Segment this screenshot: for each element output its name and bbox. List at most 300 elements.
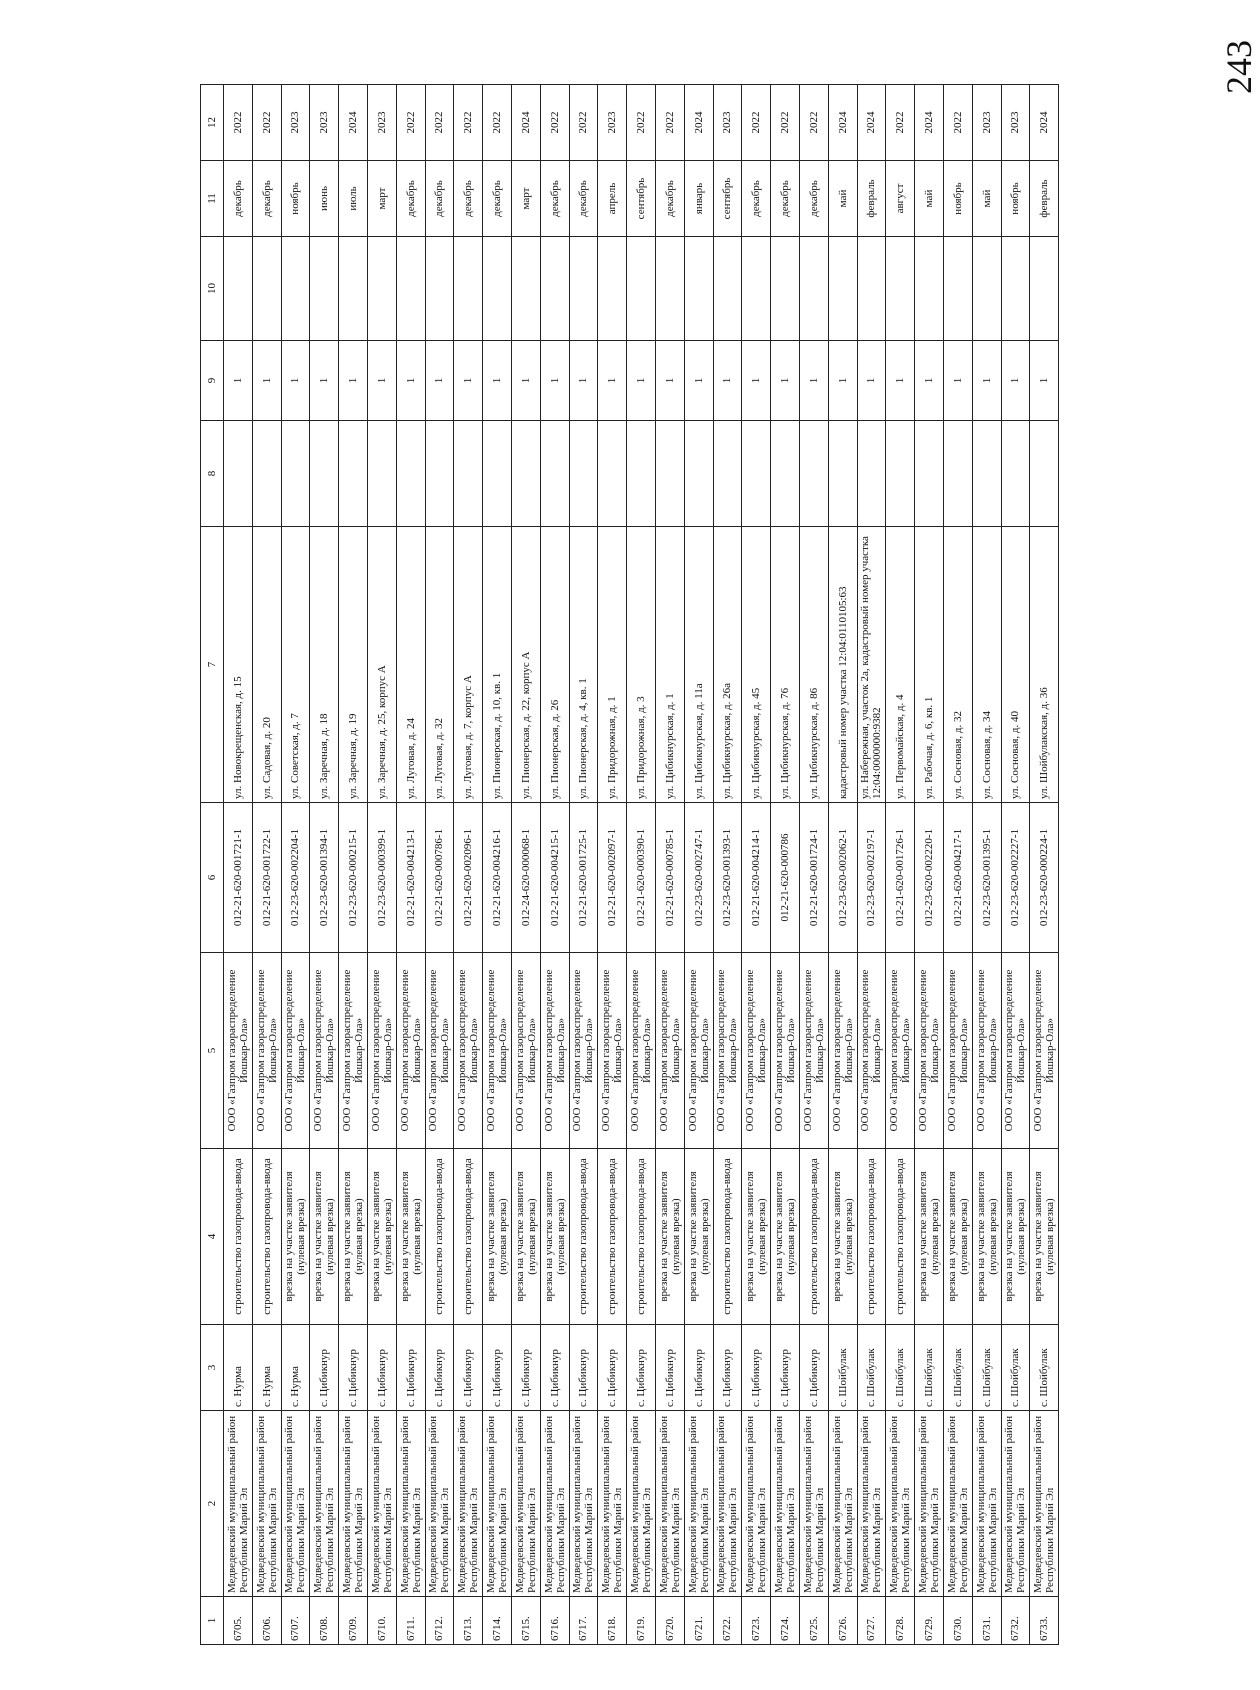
work-type-cell: строительство газопровода-ввода	[799, 1149, 828, 1325]
work-type-cell: врезка на участке заявителя (нулевая врезка)	[281, 1149, 310, 1325]
table-row	[972, 85, 1001, 1645]
locality-cell: с. Цибикнур	[598, 1325, 627, 1411]
row-number: 6706.	[252, 1597, 281, 1645]
locality-cell: с. Цибикнур	[454, 1325, 483, 1411]
table-row	[655, 85, 684, 1645]
column-10-cell	[627, 237, 656, 341]
year-cell: 2022	[799, 85, 828, 161]
column-10-cell	[799, 237, 828, 341]
month-cell: февраль	[857, 161, 886, 237]
column-10-cell	[742, 237, 771, 341]
quantity-cell: 1	[1001, 341, 1030, 421]
column-8-cell	[799, 421, 828, 527]
registration-code-cell: 012-23-620-000224-1	[1030, 803, 1059, 953]
work-type-cell: врезка на участке заявителя (нулевая врезка)	[972, 1149, 1001, 1325]
work-type-cell: строительство газопровода-ввода	[425, 1149, 454, 1325]
year-cell: 2023	[1001, 85, 1030, 161]
organization-cell: ООО «Газпром газораспределение Йошкар-Ола»	[511, 953, 540, 1149]
month-cell: май	[828, 161, 857, 237]
row-number: 6715.	[511, 1597, 540, 1645]
locality-cell: с. Шойбулак	[943, 1325, 972, 1411]
column-8-cell	[742, 421, 771, 527]
year-cell: 2024	[684, 85, 713, 161]
registration-code-cell: 012-21-620-002096-1	[454, 803, 483, 953]
row-number: 6713.	[454, 1597, 483, 1645]
registration-code-cell: 012-21-620-001724-1	[799, 803, 828, 953]
work-type-cell: врезка на участке заявителя (нулевая врезка)	[483, 1149, 512, 1325]
column-header-5: 5	[201, 953, 224, 1149]
year-cell: 2022	[454, 85, 483, 161]
month-cell: сентябрь	[627, 161, 656, 237]
quantity-cell: 1	[224, 341, 253, 421]
row-number: 6714.	[483, 1597, 512, 1645]
address-cell: ул. Цибикнурская, д. 11а	[684, 527, 713, 803]
quantity-cell: 1	[799, 341, 828, 421]
district-cell: Медведевский муниципальный район Республики Марий Эл	[713, 1411, 742, 1597]
work-type-cell: врезка на участке заявителя (нулевая врезка)	[339, 1149, 368, 1325]
table-row	[252, 85, 281, 1645]
organization-cell: ООО «Газпром газораспределение Йошкар-Ола»	[655, 953, 684, 1149]
address-cell: ул. Заречная, д. 19	[339, 527, 368, 803]
locality-cell: с. Шойбулак	[1030, 1325, 1059, 1411]
column-8-cell	[972, 421, 1001, 527]
quantity-cell: 1	[281, 341, 310, 421]
address-cell: ул. Заречная, д. 25, корпус А	[367, 527, 396, 803]
table-row	[1030, 85, 1059, 1645]
quantity-cell: 1	[915, 341, 944, 421]
column-8-cell	[771, 421, 800, 527]
district-cell: Медведевский муниципальный район Республики Марий Эл	[828, 1411, 857, 1597]
district-cell: Медведевский муниципальный район Республики Марий Эл	[281, 1411, 310, 1597]
month-cell: ноябрь	[281, 161, 310, 237]
work-type-cell: врезка на участке заявителя (нулевая врезка)	[684, 1149, 713, 1325]
address-cell: ул. Пионерская, д. 10, кв. 1	[483, 527, 512, 803]
row-number: 6727.	[857, 1597, 886, 1645]
quantity-cell: 1	[742, 341, 771, 421]
row-number: 6732.	[1001, 1597, 1030, 1645]
column-8-cell	[569, 421, 598, 527]
registration-code-cell: 012-23-620-002747-1	[684, 803, 713, 953]
table-row	[771, 85, 800, 1645]
year-cell: 2022	[252, 85, 281, 161]
quantity-cell: 1	[310, 341, 339, 421]
organization-cell: ООО «Газпром газораспределение Йошкар-Ола»	[943, 953, 972, 1149]
quantity-cell: 1	[396, 341, 425, 421]
column-8-cell	[655, 421, 684, 527]
column-8-cell	[713, 421, 742, 527]
organization-cell: ООО «Газпром газораспределение Йошкар-Ола»	[1030, 953, 1059, 1149]
year-cell: 2022	[943, 85, 972, 161]
table-row	[627, 85, 656, 1645]
year-cell: 2023	[972, 85, 1001, 161]
column-8-cell	[684, 421, 713, 527]
row-number: 6731.	[972, 1597, 1001, 1645]
quantity-cell: 1	[943, 341, 972, 421]
district-cell: Медведевский муниципальный район Республики Марий Эл	[1030, 1411, 1059, 1597]
registration-code-cell: 012-21-620-000786-1	[425, 803, 454, 953]
organization-cell: ООО «Газпром газораспределение Йошкар-Ола»	[684, 953, 713, 1149]
month-cell: март	[367, 161, 396, 237]
registration-code-cell: 012-21-620-001721-1	[224, 803, 253, 953]
quantity-cell: 1	[540, 341, 569, 421]
district-cell: Медведевский муниципальный район Республики Марий Эл	[655, 1411, 684, 1597]
organization-cell: ООО «Газпром газораспределение Йошкар-Ола»	[771, 953, 800, 1149]
district-cell: Медведевский муниципальный район Республики Марий Эл	[540, 1411, 569, 1597]
locality-cell: с. Цибикнур	[684, 1325, 713, 1411]
column-header-8: 8	[201, 421, 224, 527]
table-row	[742, 85, 771, 1645]
year-cell: 2023	[367, 85, 396, 161]
year-cell: 2022	[483, 85, 512, 161]
month-cell: январь	[684, 161, 713, 237]
row-number: 6712.	[425, 1597, 454, 1645]
organization-cell: ООО «Газпром газораспределение Йошкар-Ола»	[598, 953, 627, 1149]
registration-code-cell: 012-23-620-001393-1	[713, 803, 742, 953]
district-cell: Медведевский муниципальный район Республики Марий Эл	[943, 1411, 972, 1597]
row-number: 6719.	[627, 1597, 656, 1645]
month-cell: ноябрь	[943, 161, 972, 237]
year-cell: 2024	[915, 85, 944, 161]
work-type-cell: строительство газопровода-ввода	[857, 1149, 886, 1325]
registration-code-cell: 012-21-620-001725-1	[569, 803, 598, 953]
table-row	[799, 85, 828, 1645]
district-cell: Медведевский муниципальный район Республики Марий Эл	[598, 1411, 627, 1597]
organization-cell: ООО «Газпром газораспределение Йошкар-Ола»	[972, 953, 1001, 1149]
month-cell: декабрь	[224, 161, 253, 237]
locality-cell: с. Цибикнур	[339, 1325, 368, 1411]
address-cell: ул. Луговая, д. 7, корпус А	[454, 527, 483, 803]
column-8-cell	[915, 421, 944, 527]
row-number: 6722.	[713, 1597, 742, 1645]
work-type-cell: строительство газопровода-ввода	[627, 1149, 656, 1325]
month-cell: июнь	[310, 161, 339, 237]
address-cell: ул. Цибикнурская, д. 1	[655, 527, 684, 803]
locality-cell: с. Шойбулак	[1001, 1325, 1030, 1411]
year-cell: 2024	[339, 85, 368, 161]
district-cell: Медведевский муниципальный район Республики Марий Эл	[310, 1411, 339, 1597]
work-type-cell: строительство газопровода-ввода	[224, 1149, 253, 1325]
year-cell: 2022	[742, 85, 771, 161]
locality-cell: с. Шойбулак	[915, 1325, 944, 1411]
locality-cell: с. Цибикнур	[483, 1325, 512, 1411]
locality-cell: с. Нурма	[224, 1325, 253, 1411]
row-number: 6716.	[540, 1597, 569, 1645]
district-cell: Медведевский муниципальный район Республики Марий Эл	[799, 1411, 828, 1597]
year-cell: 2024	[1030, 85, 1059, 161]
work-type-cell: врезка на участке заявителя (нулевая врезка)	[310, 1149, 339, 1325]
district-cell: Медведевский муниципальный район Республики Марий Эл	[742, 1411, 771, 1597]
row-number: 6730.	[943, 1597, 972, 1645]
work-type-cell: врезка на участке заявителя (нулевая врезка)	[828, 1149, 857, 1325]
column-header-1: 1	[201, 1597, 224, 1645]
registration-code-cell: 012-21-620-004213-1	[396, 803, 425, 953]
district-cell: Медведевский муниципальный район Республики Марий Эл	[972, 1411, 1001, 1597]
column-header-12: 12	[201, 85, 224, 161]
table-row	[598, 85, 627, 1645]
locality-cell: с. Шойбулак	[857, 1325, 886, 1411]
quantity-cell: 1	[367, 341, 396, 421]
table-row	[425, 85, 454, 1645]
row-number: 6729.	[915, 1597, 944, 1645]
quantity-cell: 1	[771, 341, 800, 421]
district-cell: Медведевский муниципальный район Республики Марий Эл	[367, 1411, 396, 1597]
month-cell: сентябрь	[713, 161, 742, 237]
column-8-cell	[252, 421, 281, 527]
column-8-cell	[454, 421, 483, 527]
table-row	[1001, 85, 1030, 1645]
quantity-cell: 1	[425, 341, 454, 421]
district-cell: Медведевский муниципальный район Республики Марий Эл	[771, 1411, 800, 1597]
row-number: 6733.	[1030, 1597, 1059, 1645]
month-cell: декабрь	[799, 161, 828, 237]
table-row	[339, 85, 368, 1645]
work-type-cell: врезка на участке заявителя (нулевая врезка)	[511, 1149, 540, 1325]
month-cell: март	[511, 161, 540, 237]
column-10-cell	[655, 237, 684, 341]
column-header-2: 2	[201, 1411, 224, 1597]
table-row	[915, 85, 944, 1645]
month-cell: декабрь	[655, 161, 684, 237]
column-header-10: 10	[201, 237, 224, 341]
column-10-cell	[569, 237, 598, 341]
column-10-cell	[771, 237, 800, 341]
quantity-cell: 1	[713, 341, 742, 421]
year-cell: 2022	[396, 85, 425, 161]
row-number: 6710.	[367, 1597, 396, 1645]
district-cell: Медведевский муниципальный район Республики Марий Эл	[511, 1411, 540, 1597]
table-row	[713, 85, 742, 1645]
district-cell: Медведевский муниципальный район Республики Марий Эл	[627, 1411, 656, 1597]
header-row	[201, 85, 224, 1645]
address-cell: ул. Набережная, участок 2а, кадастровый номер участка 12:04:0000000:9382	[857, 527, 886, 803]
column-8-cell	[1001, 421, 1030, 527]
quantity-cell: 1	[684, 341, 713, 421]
work-type-cell: врезка на участке заявителя (нулевая врезка)	[915, 1149, 944, 1325]
address-cell: ул. Советская, д. 7	[281, 527, 310, 803]
district-cell: Медведевский муниципальный район Республики Марий Эл	[886, 1411, 915, 1597]
row-number: 6723.	[742, 1597, 771, 1645]
table-row	[310, 85, 339, 1645]
table-row	[886, 85, 915, 1645]
registration-code-cell: 012-23-620-002204-1	[281, 803, 310, 953]
organization-cell: ООО «Газпром газораспределение Йошкар-Ола»	[540, 953, 569, 1149]
registration-code-cell: 012-21-620-001722-1	[252, 803, 281, 953]
month-cell: декабрь	[483, 161, 512, 237]
year-cell: 2022	[655, 85, 684, 161]
row-number: 6707.	[281, 1597, 310, 1645]
quantity-cell: 1	[828, 341, 857, 421]
work-type-cell: врезка на участке заявителя (нулевая врезка)	[1030, 1149, 1059, 1325]
column-8-cell	[828, 421, 857, 527]
registration-code-cell: 012-23-620-002227-1	[1001, 803, 1030, 953]
month-cell: декабрь	[396, 161, 425, 237]
column-10-cell	[425, 237, 454, 341]
row-number: 6718.	[598, 1597, 627, 1645]
year-cell: 2023	[598, 85, 627, 161]
month-cell: май	[915, 161, 944, 237]
address-cell: ул. Цибикнурская, д. 86	[799, 527, 828, 803]
address-cell: ул. Цибикнурская, д. 26а	[713, 527, 742, 803]
month-cell: декабрь	[569, 161, 598, 237]
quantity-cell: 1	[339, 341, 368, 421]
organization-cell: ООО «Газпром газораспределение Йошкар-Ола»	[281, 953, 310, 1149]
work-type-cell: строительство газопровода-ввода	[713, 1149, 742, 1325]
column-10-cell	[915, 237, 944, 341]
address-cell: ул. Пионерская, д. 22, корпус А	[511, 527, 540, 803]
year-cell: 2023	[310, 85, 339, 161]
district-cell: Медведевский муниципальный район Республики Марий Эл	[425, 1411, 454, 1597]
locality-cell: с. Цибикнур	[713, 1325, 742, 1411]
quantity-cell: 1	[886, 341, 915, 421]
work-type-cell: врезка на участке заявителя (нулевая врезка)	[1001, 1149, 1030, 1325]
work-type-cell: строительство газопровода-ввода	[454, 1149, 483, 1325]
organization-cell: ООО «Газпром газораспределение Йошкар-Ола»	[310, 953, 339, 1149]
organization-cell: ООО «Газпром газораспределение Йошкар-Ола»	[857, 953, 886, 1149]
work-type-cell: врезка на участке заявителя (нулевая врезка)	[742, 1149, 771, 1325]
column-10-cell	[339, 237, 368, 341]
column-header-7: 7	[201, 527, 224, 803]
table-row	[281, 85, 310, 1645]
locality-cell: с. Шойбулак	[828, 1325, 857, 1411]
registration-code-cell: 012-23-620-002197-1	[857, 803, 886, 953]
organization-cell: ООО «Газпром газораспределение Йошкар-Ола»	[367, 953, 396, 1149]
month-cell: декабрь	[771, 161, 800, 237]
year-cell: 2022	[569, 85, 598, 161]
locality-cell: с. Нурма	[252, 1325, 281, 1411]
registration-code-cell: 012-23-620-002220-1	[915, 803, 944, 953]
table-row	[396, 85, 425, 1645]
quantity-cell: 1	[972, 341, 1001, 421]
address-cell: ул. Цибикнурская, д. 45	[742, 527, 771, 803]
work-type-cell: врезка на участке заявителя (нулевая врезка)	[655, 1149, 684, 1325]
registration-code-cell: 012-21-620-004216-1	[483, 803, 512, 953]
column-8-cell	[224, 421, 253, 527]
page-number: 243	[1219, 40, 1259, 94]
locality-cell: с. Цибикнур	[771, 1325, 800, 1411]
column-8-cell	[627, 421, 656, 527]
quantity-cell: 1	[483, 341, 512, 421]
locality-cell: с. Цибикнур	[396, 1325, 425, 1411]
column-10-cell	[943, 237, 972, 341]
registration-code-cell: 012-21-620-004214-1	[742, 803, 771, 953]
year-cell: 2022	[224, 85, 253, 161]
row-number: 6726.	[828, 1597, 857, 1645]
column-8-cell	[857, 421, 886, 527]
column-10-cell	[454, 237, 483, 341]
registration-code-cell: 012-21-620-004215-1	[540, 803, 569, 953]
column-8-cell	[540, 421, 569, 527]
quantity-cell: 1	[598, 341, 627, 421]
column-8-cell	[943, 421, 972, 527]
locality-cell: с. Цибикнур	[511, 1325, 540, 1411]
year-cell: 2024	[828, 85, 857, 161]
work-type-cell: строительство газопровода-ввода	[886, 1149, 915, 1325]
address-cell: ул. Сосновая, д. 32	[943, 527, 972, 803]
rotated-table-container	[200, 85, 1100, 1645]
locality-cell: с. Цибикнур	[540, 1325, 569, 1411]
quantity-cell: 1	[627, 341, 656, 421]
district-cell: Медведевский муниципальный район Республики Марий Эл	[252, 1411, 281, 1597]
address-cell: ул. Сосновая, д. 40	[1001, 527, 1030, 803]
address-cell: ул. Луговая, д. 24	[396, 527, 425, 803]
table-row	[943, 85, 972, 1645]
row-number: 6725.	[799, 1597, 828, 1645]
column-10-cell	[1001, 237, 1030, 341]
year-cell: 2022	[771, 85, 800, 161]
address-cell: ул. Первомайская, д. 4	[886, 527, 915, 803]
year-cell: 2022	[540, 85, 569, 161]
work-type-cell: врезка на участке заявителя (нулевая врезка)	[367, 1149, 396, 1325]
month-cell: май	[972, 161, 1001, 237]
quantity-cell: 1	[454, 341, 483, 421]
table-row	[483, 85, 512, 1645]
registration-code-cell: 012-23-620-001394-1	[310, 803, 339, 953]
locality-cell: с. Цибикнур	[310, 1325, 339, 1411]
table-row	[540, 85, 569, 1645]
address-cell: кадастровый номер участка 12:04:0110105:63	[828, 527, 857, 803]
work-type-cell: врезка на участке заявителя (нулевая врезка)	[540, 1149, 569, 1325]
registration-code-cell: 012-21-620-004217-1	[943, 803, 972, 953]
column-10-cell	[713, 237, 742, 341]
district-cell: Медведевский муниципальный район Республики Марий Эл	[483, 1411, 512, 1597]
row-number: 6721.	[684, 1597, 713, 1645]
year-cell: 2024	[511, 85, 540, 161]
district-cell: Медведевский муниципальный район Республики Марий Эл	[454, 1411, 483, 1597]
column-10-cell	[857, 237, 886, 341]
month-cell: ноябрь	[1001, 161, 1030, 237]
column-8-cell	[511, 421, 540, 527]
registration-code-cell: 012-23-620-002062-1	[828, 803, 857, 953]
registration-code-cell: 012-23-620-000215-1	[339, 803, 368, 953]
row-number: 6709.	[339, 1597, 368, 1645]
gas-connection-table	[200, 84, 1059, 1645]
table-row	[828, 85, 857, 1645]
registration-code-cell: 012-23-620-001395-1	[972, 803, 1001, 953]
address-cell: ул. Заречная, д. 18	[310, 527, 339, 803]
row-number: 6724.	[771, 1597, 800, 1645]
district-cell: Медведевский муниципальный район Республики Марий Эл	[684, 1411, 713, 1597]
year-cell: 2022	[425, 85, 454, 161]
work-type-cell: врезка на участке заявителя (нулевая врезка)	[396, 1149, 425, 1325]
address-cell: ул. Пионерская, д. 4, кв. 1	[569, 527, 598, 803]
organization-cell: ООО «Газпром газораспределение Йошкар-Ола»	[224, 953, 253, 1149]
organization-cell: ООО «Газпром газораспределение Йошкар-Ола»	[799, 953, 828, 1149]
table-row	[367, 85, 396, 1645]
address-cell: ул. Пионерская, д. 26	[540, 527, 569, 803]
registration-code-cell: 012-21-620-000785-1	[655, 803, 684, 953]
district-cell: Медведевский муниципальный район Республики Марий Эл	[1001, 1411, 1030, 1597]
district-cell: Медведевский муниципальный район Республики Марий Эл	[915, 1411, 944, 1597]
column-8-cell	[367, 421, 396, 527]
quantity-cell: 1	[252, 341, 281, 421]
column-8-cell	[425, 421, 454, 527]
address-cell: ул. Шойбулакская, д. 36	[1030, 527, 1059, 803]
table-body	[224, 85, 1059, 1645]
row-number: 6720.	[655, 1597, 684, 1645]
work-type-cell: врезка на участке заявителя (нулевая врезка)	[771, 1149, 800, 1325]
organization-cell: ООО «Газпром газораспределение Йошкар-Ола»	[886, 953, 915, 1149]
month-cell: февраль	[1030, 161, 1059, 237]
column-10-cell	[598, 237, 627, 341]
address-cell: ул. Цибикнурская, д. 76	[771, 527, 800, 803]
month-cell: декабрь	[454, 161, 483, 237]
registration-code-cell: 012-21-620-002097-1	[598, 803, 627, 953]
month-cell: апрель	[598, 161, 627, 237]
column-10-cell	[281, 237, 310, 341]
locality-cell: с. Цибикнур	[627, 1325, 656, 1411]
registration-code-cell: 012-23-620-000399-1	[367, 803, 396, 953]
address-cell: ул. Луговая, д. 32	[425, 527, 454, 803]
